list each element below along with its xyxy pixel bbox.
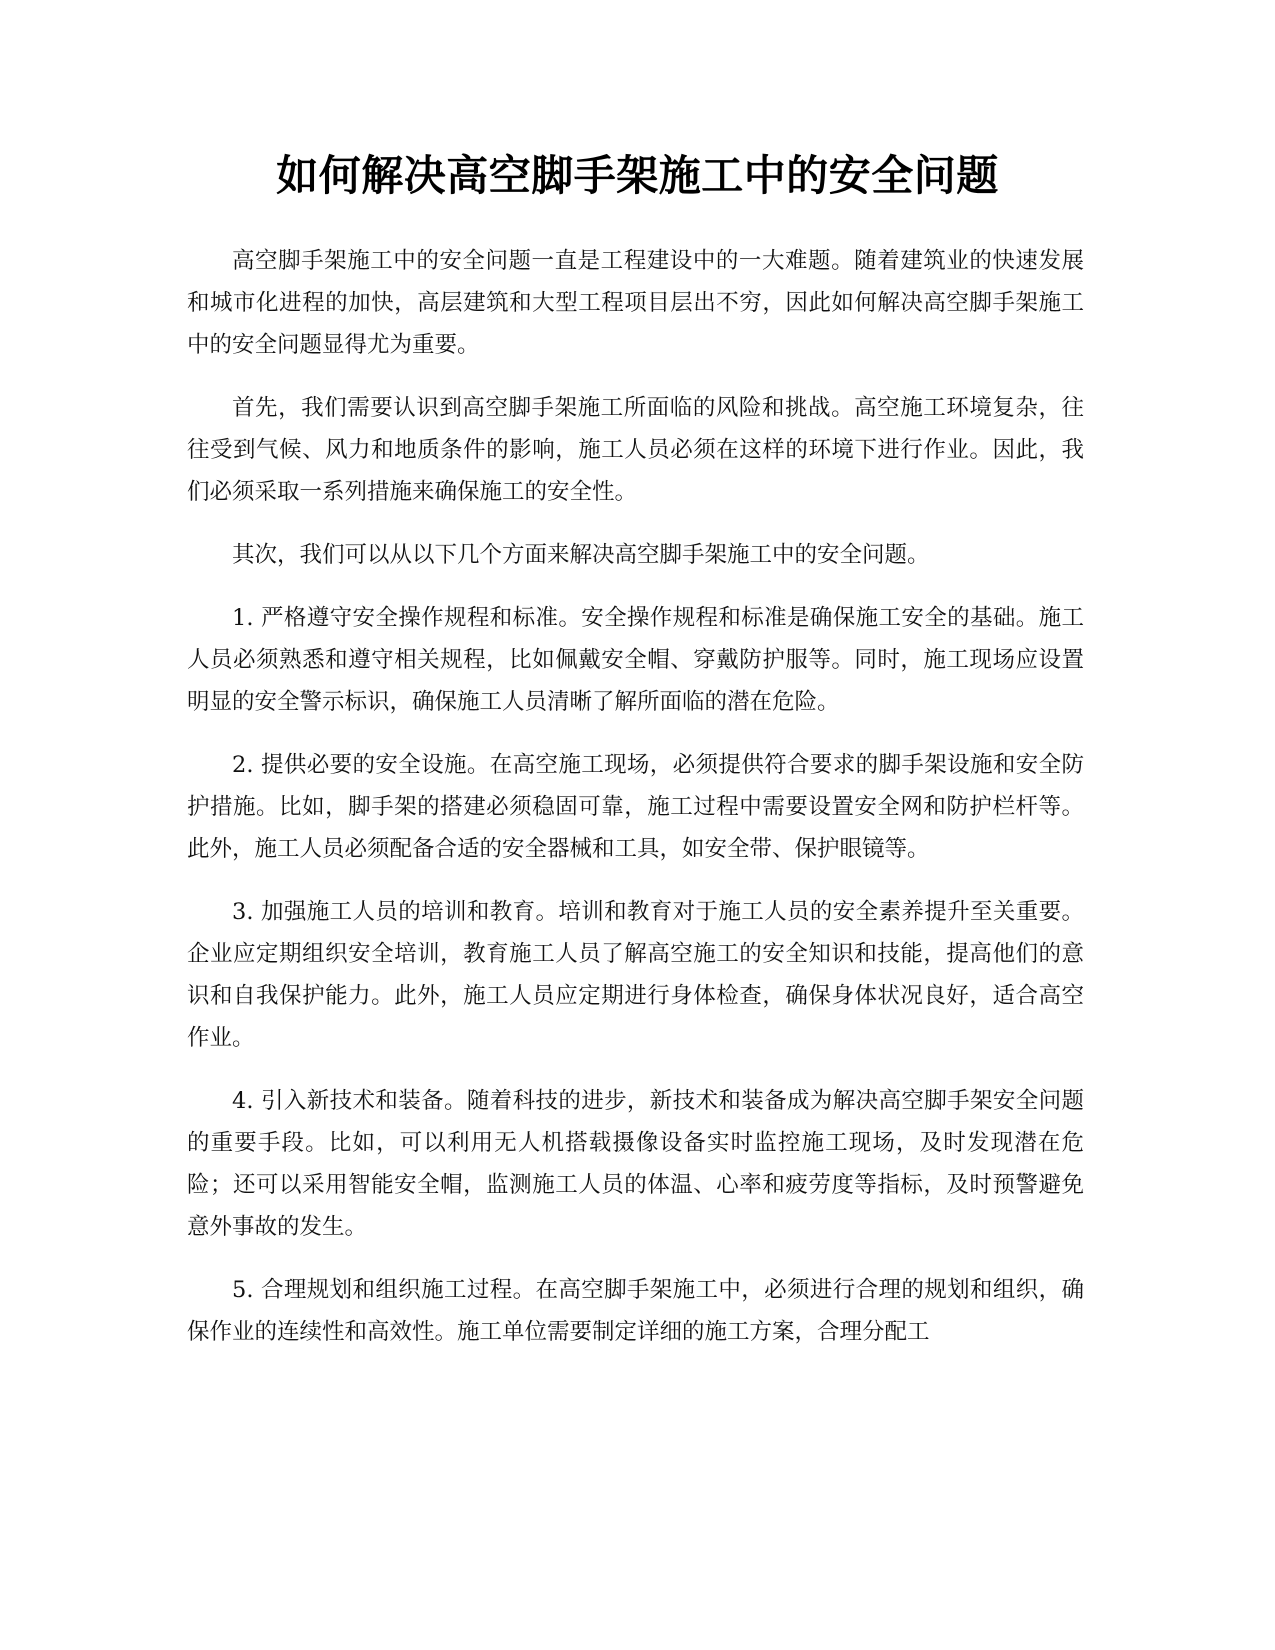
paragraph-item-5: 5. 合理规划和组织施工过程。在高空脚手架施工中，必须进行合理的规划和组织，确保作业的连续性和高效性。施工单位需要制定详细的施工方案，合理分配工 xyxy=(187,1277,1084,1345)
paragraph-item-2: 2. 提供必要的安全设施。在高空施工现场，必须提供符合要求的脚手架设施和安全防护措施。比如，脚手架的搭建必须稳固可靠，施工过程中需要设置安全网和防护栏杆等。此外，施工人员必须配备合适的安全器械和工具，如安全带、保护眼镜等。 xyxy=(187,752,1084,862)
page-title: 如何解决高空脚手架施工中的安全问题 xyxy=(276,151,999,200)
paragraph-intro: 高空脚手架施工中的安全问题一直是工程建设中的一大难题。随着建筑业的快速发展和城市化进程的加快，高层建筑和大型工程项目层出不穷，因此如何解决高空脚手架施工中的安全问题显得尤为重要。 xyxy=(187,248,1084,358)
paragraph-risks: 首先，我们需要认识到高空脚手架施工所面临的风险和挑战。高空施工环境复杂，往往受到气候、风力和地质条件的影响，施工人员必须在这样的环境下进行作业。因此，我们必须采取一系列措施来确保施工的安全性。 xyxy=(187,395,1084,505)
document-body xyxy=(187,240,1084,1374)
paragraph-item-1: 1. 严格遵守安全操作规程和标准。安全操作规程和标准是确保施工安全的基础。施工人员必须熟悉和遵守相关规程，比如佩戴安全帽、穿戴防护服等。同时，施工现场应设置明显的安全警示标识，确保施工人员清晰了解所面临的潜在危险。 xyxy=(187,605,1084,715)
paragraph-item-4: 4. 引入新技术和装备。随着科技的进步，新技术和装备成为解决高空脚手架安全问题的重要手段。比如，可以利用无人机搭载摄像设备实时监控施工现场，及时发现潜在危险；还可以采用智能安全帽，监测施工人员的体温、心率和疲劳度等指标，及时预警避免意外事故的发生。 xyxy=(187,1088,1084,1240)
paragraph-item-3: 3. 加强施工人员的培训和教育。培训和教育对于施工人员的安全素养提升至关重要。企业应定期组织安全培训，教育施工人员了解高空施工的安全知识和技能，提高他们的意识和自我保护能力。此外，施工人员应定期进行身体检查，确保身体状况良好，适合高空作业。 xyxy=(187,899,1084,1051)
paragraph-approach: 其次，我们可以从以下几个方面来解决高空脚手架施工中的安全问题。 xyxy=(232,542,930,568)
